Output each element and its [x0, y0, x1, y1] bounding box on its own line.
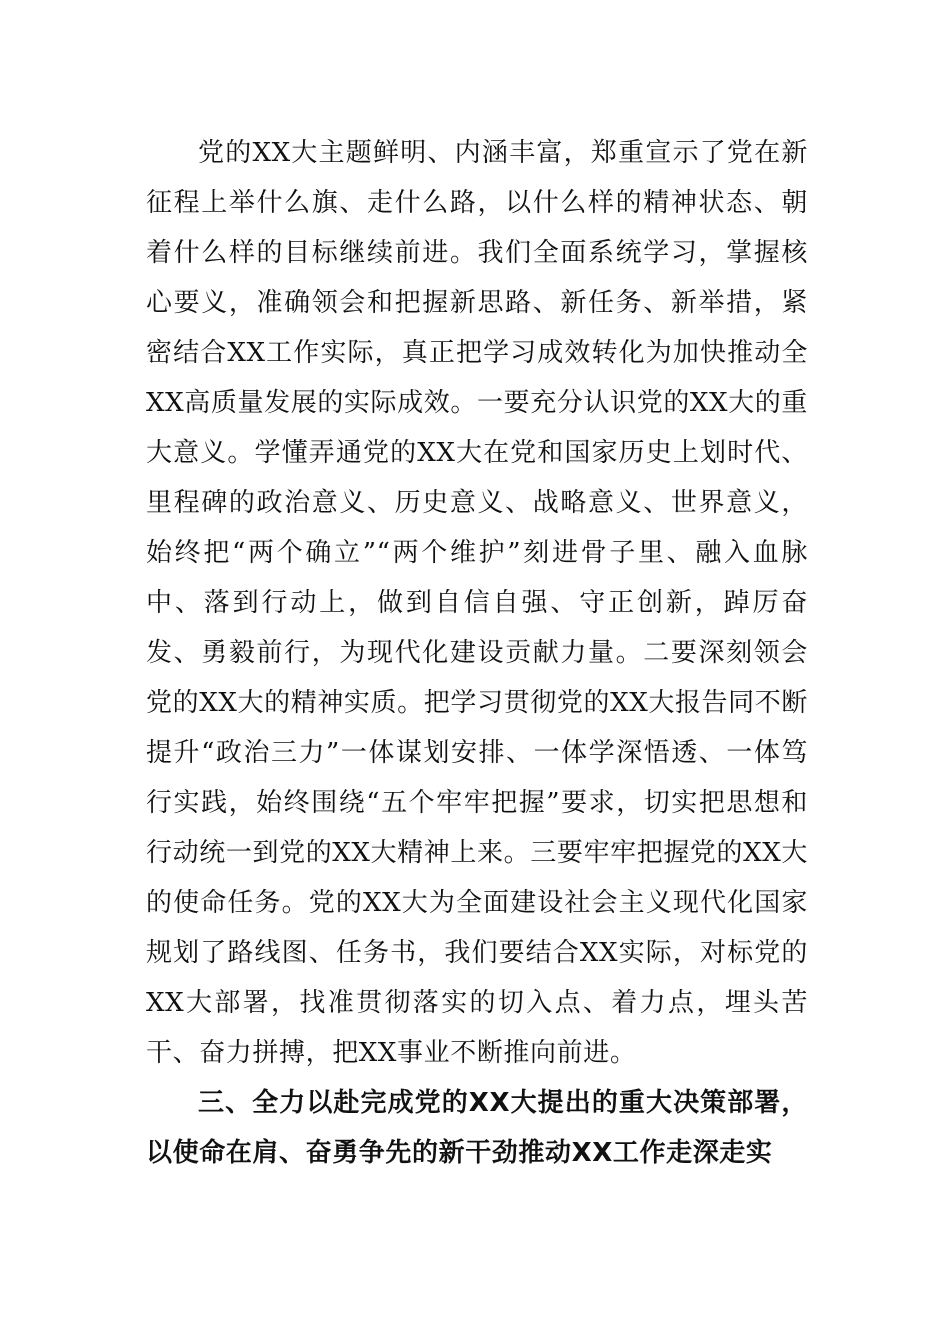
body-paragraph: 党的XX大主题鲜明、内涵丰富，郑重宣示了党在新征程上举什么旗、走什么路，以什么样的精神状态、朝着什么样的目标继续前进。我们全面系统学习，掌握核心要义，准确领会和把握新思路、新任务、新举措，紧密结合XX工作实际，真正把学习成效转化为加快推动全XX高质量发展的实际成效。一要充分认识党的XX大的重大意义。学懂弄通党的XX大在党和国家历史上划时代、里程碑的政治意义、历史意义、战略意义、世界意义，始终把“两个确立”“两个维护”刻进骨子里、融入血脉中、落到行动上，做到自信自强、守正创新，踔厉奋发、勇毅前行，为现代化建设贡献力量。二要深刻领会党的XX大的精神实质。把学习贯彻党的XX大报告同不断提升“政治三力”一体谋划安排、一体学深悟透、一体笃行实践，始终围绕“五个牢牢把握”要求，切实把思想和行动统一到党的XX大精神上来。三要牢牢把握党的XX大的使命任务。党的XX大为全面建设社会主义现代化国家规划了路线图、任务书，我们要结合XX实际，对标党的XX大部署，找准贯彻落实的切入点、着力点，埋头苦干、奋力拼搏，把XX事业不断推向前进。	[146, 138, 808, 1068]
section-heading: 三、全力以赴完成党的XX大提出的重大决策部署，以使命在肩、奋勇争先的新干劲推动XX工作走深走实	[146, 1088, 808, 1168]
